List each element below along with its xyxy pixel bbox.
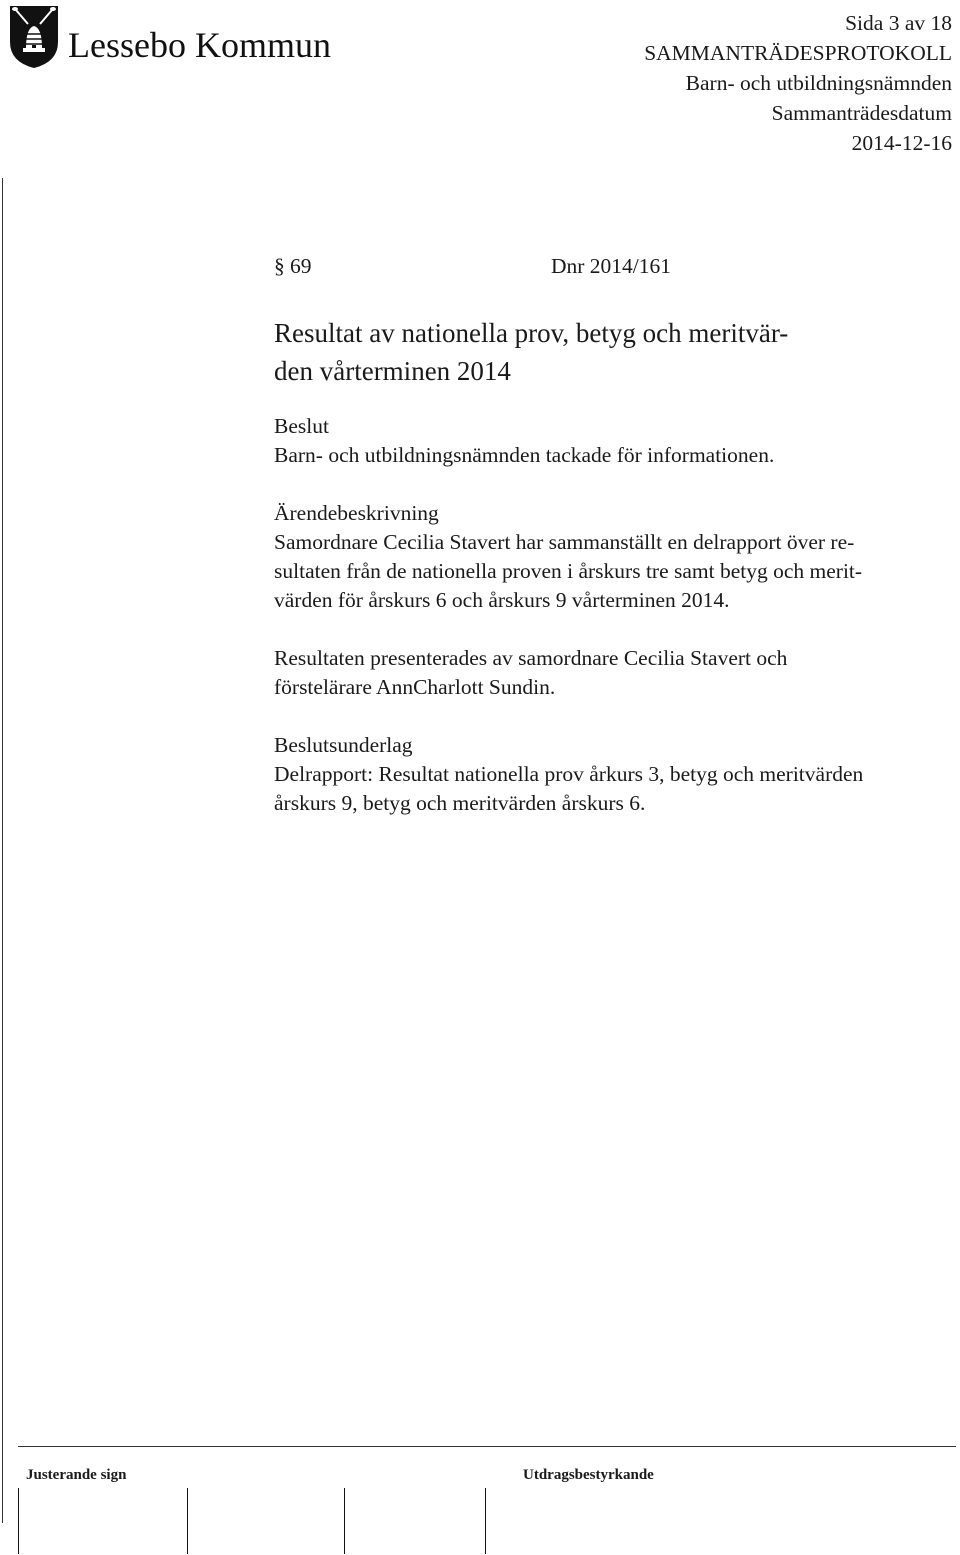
logo-wordmark: Lessebo Kommun [68,25,331,65]
meeting-date-label: Sammanträdesdatum [771,101,952,125]
signature-box-divider [18,1488,19,1554]
coat-of-arms-icon [10,6,58,68]
arendebeskrivning-text: Samordnare Cecilia Stavert har sammanställt en delrapport över re- sultaten från de nationella proven i årskurs tre samt betyg och merit- värden för årskurs 6 och årskurs 9 vårterminen 2014. [274,530,863,612]
committee-name: Barn- och utbildningsnämnden [685,71,952,95]
item-header [274,252,954,292]
signature-box-divider [485,1488,486,1554]
paragraph-number: 69 [290,254,312,278]
margin-rule [2,178,3,1523]
document-body [274,252,954,818]
justerande-sign-label: Justerande sign [26,1467,127,1483]
paragraph-sign: § [274,254,285,278]
document-type: SAMMANTRÄDESPROTOKOLL [644,41,952,65]
result-text: Resultaten presenterades av samordnare Cecilia Stavert och förstelärare AnnCharlott Sundin. [274,646,788,699]
beslutsunderlag-heading: Beslutsunderlag [274,733,413,757]
page-indicator: Sida 3 av 18 [845,11,952,35]
arendebeskrivning-heading: Ärendebeskrivning [274,501,439,525]
signature-box-divider [187,1488,188,1554]
meeting-date: 2014-12-16 [851,131,952,155]
utdragsbestyrkande-label: Utdragsbestyrkande [523,1467,654,1483]
lessebo-kommun-logo [6,2,356,72]
item-title: Resultat av nationella prov, betyg och meritvär- den vårterminen 2014 [274,318,789,386]
dnr-number: Dnr 2014/161 [551,254,672,278]
beslutsunderlag-text: Delrapport: Resultat nationella prov årkurs 3, betyg och meritvärden årskurs 9, betyg och meritvärden årskurs 6. [274,762,864,815]
signature-box-divider [344,1488,345,1554]
beslut-text: Barn- och utbildningsnämnden tackade för informationen. [274,443,775,467]
document-header [644,8,952,158]
beslut-heading: Beslut [274,414,329,438]
footer-divider [18,1446,956,1447]
